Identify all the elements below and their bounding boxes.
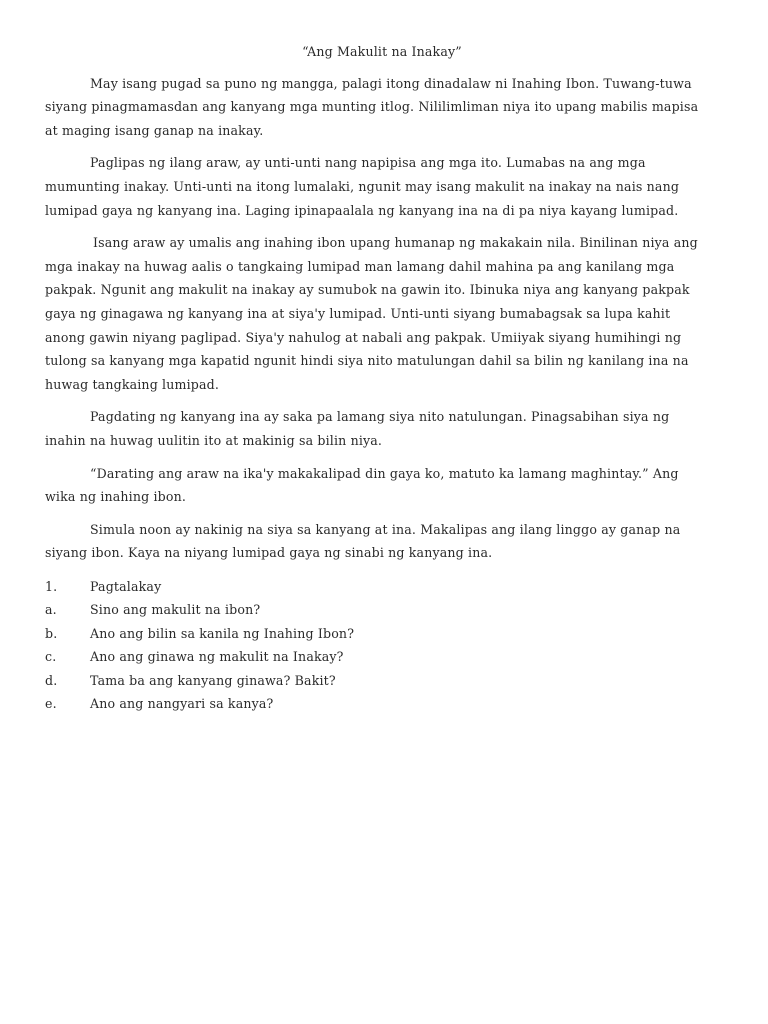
- list-item: [45, 598, 699, 621]
- list-item: [45, 575, 699, 598]
- paragraph-5: “Darating ang araw na ika'y makakalipad din gaya ko, matuto ka lamang maghintay.” Ang wika ng inahing ibon.: [45, 465, 679, 505]
- list-text: Ano ang bilin sa kanila ng Inahing Ibon?: [90, 625, 355, 641]
- list-text: Ano ang ginawa ng makulit na Inakay?: [90, 649, 344, 665]
- paragraph-1: May isang pugad sa puno ng mangga, palagi itong dinadalaw ni Inahing Ibon. Tuwang-tuwa siyang pinagmamasdan ang kanyang mga munting itlog. Nililimliman niya ito upang mabilis mapisa at maging isang ganap na inakay.: [45, 75, 699, 138]
- paragraph-3: Isang araw ay umalis ang inahing ibon upang humanap ng makakain nila. Binilinan niya ang mga inakay na huwag aalis o tangkaing lumipad man lamang dahil mahina pa ang kanilang mga pakpak. Ngunit ang makulit na inakay ay sumubok na gawin ito. Ibinuka niya ang kanyang pakpak gaya ng ginagawa ng kanyang ina at siya'y lumipad. Unti-unti siyang bumabagsak sa lupa kahit anong gawin niyang paglipad. Siya'y nahulog at nabali ang pakpak. Umiiyak siyang humihingi ng tulong sa kanyang mga kapatid ngunit hindi siya nito matulungan dahil sa bilin ng kanilang ina na huwag tangkaing lumipad.: [45, 235, 698, 392]
- list-item: [45, 669, 699, 692]
- paragraph-6: Simula noon ay nakinig na siya sa kanyang at ina. Makalipas ang ilang linggo ay ganap na siyang ibon. Kaya na niyang lumipad gaya ng sinabi ng kanyang ina.: [45, 521, 681, 561]
- discussion-question-list: [45, 575, 699, 715]
- list-marker: e.: [45, 695, 57, 711]
- list-marker: c.: [45, 649, 57, 665]
- list-text: Tama ba ang kanyang ginawa? Bakit?: [90, 672, 336, 688]
- list-marker: 1.: [45, 578, 58, 594]
- paragraph-4: Pagdating ng kanyang ina ay saka pa lamang siya nito natulungan. Pinagsabihan siya ng inahin na huwag uulitin ito at makinig sa bilin niya.: [45, 409, 670, 448]
- list-item: [45, 645, 699, 668]
- list-item: [45, 622, 699, 645]
- list-text: Pagtalakay: [90, 578, 162, 594]
- list-text: Ano ang nangyari sa kanya?: [90, 695, 274, 711]
- list-marker: d.: [45, 672, 58, 688]
- story-title: “Ang Makulit na Inakay”: [302, 44, 462, 59]
- paragraph-2: Paglipas ng ilang araw, ay unti-unti nang napipisa ang mga ito. Lumabas na ang mga mumunting inakay. Unti-unti na itong lumalaki, ngunit may isang makulit na inakay na nais nang lumipad gaya ng kanyang ina. Laging ipinapaalala ng kanyang ina na di pa niya kayang lumipad.: [45, 155, 680, 218]
- list-marker: b.: [45, 625, 58, 641]
- list-item: [45, 692, 699, 715]
- list-marker: a.: [45, 602, 57, 618]
- list-text: Sino ang makulit na ibon?: [90, 602, 261, 618]
